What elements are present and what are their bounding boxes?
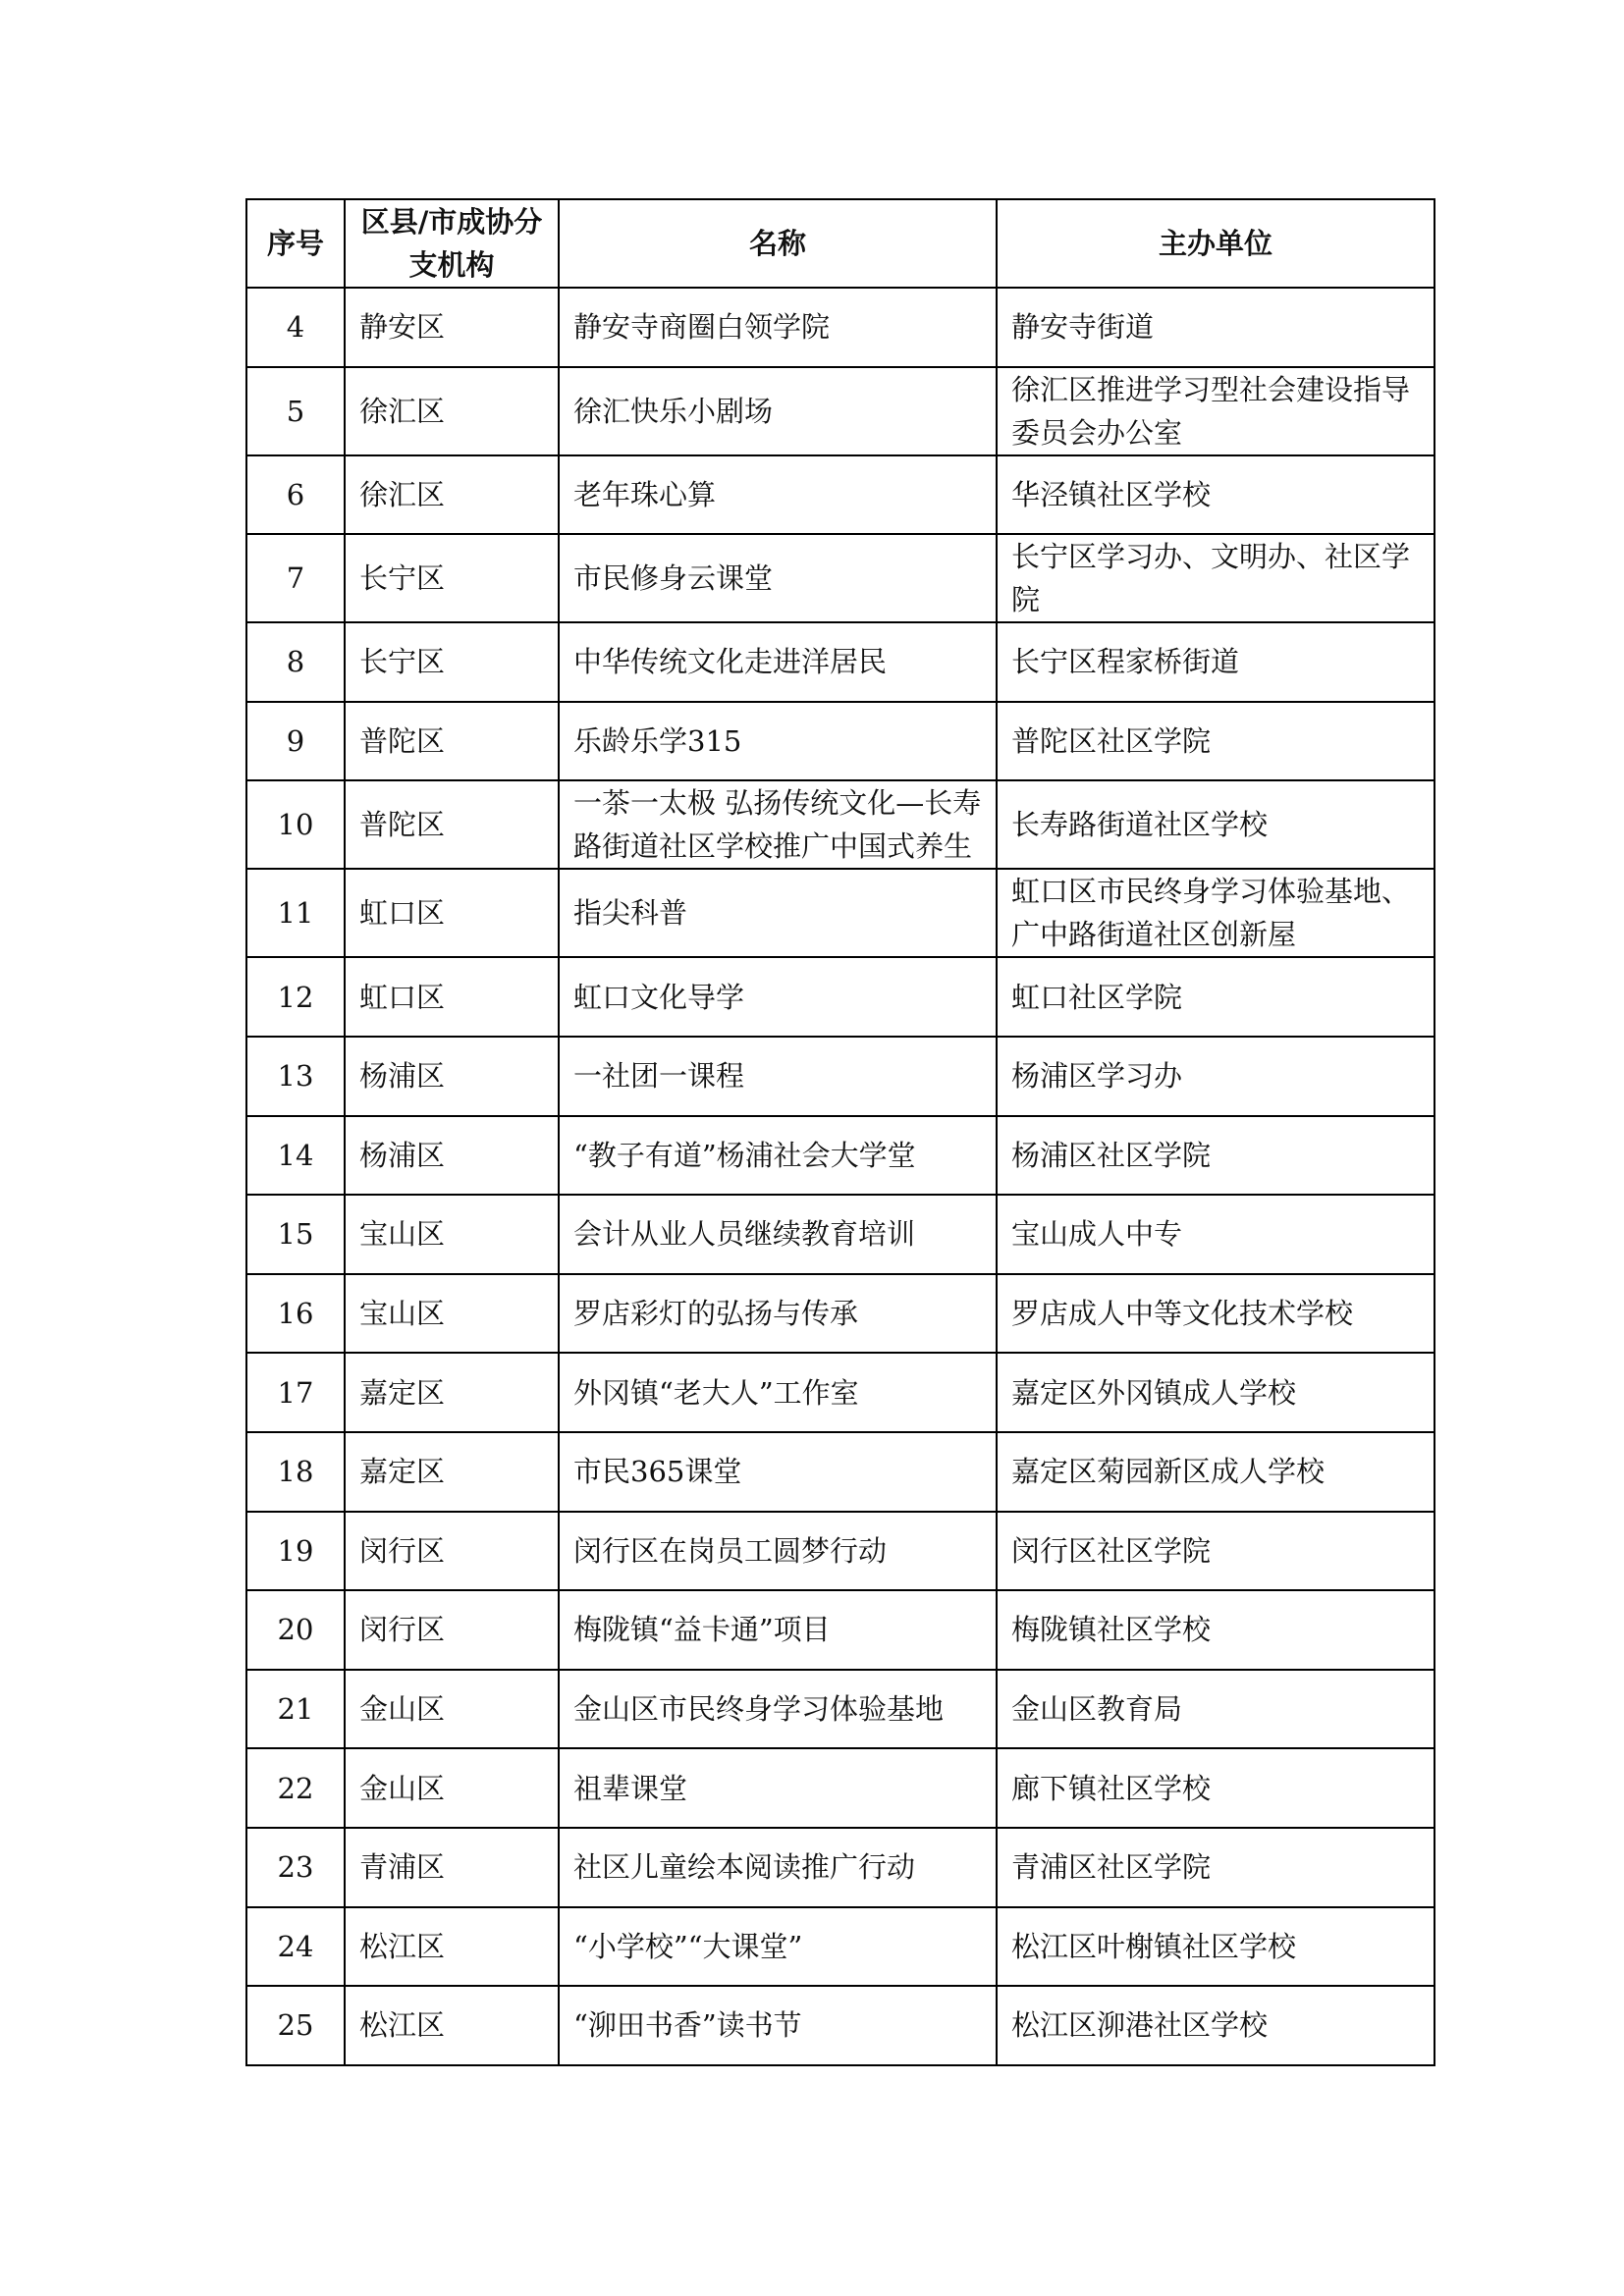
header-name: 名称: [559, 199, 997, 288]
cell-name: 中华传统文化走进洋居民: [559, 622, 997, 702]
cell-name: 外冈镇“老大人”工作室: [559, 1353, 997, 1432]
table-row: [246, 1828, 1435, 1907]
cell-name: 老年珠心算: [559, 455, 997, 535]
cell-index: 9: [246, 702, 345, 781]
cell-name: 静安寺商圈白领学院: [559, 288, 997, 367]
table-row: [246, 869, 1435, 957]
cell-index: 20: [246, 1590, 345, 1670]
cell-name: 金山区市民终身学习体验基地: [559, 1670, 997, 1749]
cell-district: 嘉定区: [345, 1353, 559, 1432]
cell-name: 祖辈课堂: [559, 1748, 997, 1828]
cell-name: “小学校”“大课堂”: [559, 1907, 997, 1987]
cell-index: 24: [246, 1907, 345, 1987]
cell-district: 嘉定区: [345, 1432, 559, 1512]
program-table: [245, 198, 1435, 2066]
table-row: [246, 1670, 1435, 1749]
cell-index: 11: [246, 869, 345, 957]
cell-name: 罗店彩灯的弘扬与传承: [559, 1274, 997, 1354]
cell-district: 普陀区: [345, 702, 559, 781]
cell-district: 静安区: [345, 288, 559, 367]
cell-organizer: 青浦区社区学院: [997, 1828, 1435, 1907]
header-index: 序号: [246, 199, 345, 288]
cell-name: 虹口文化导学: [559, 957, 997, 1037]
cell-district: 青浦区: [345, 1828, 559, 1907]
cell-district: 虹口区: [345, 869, 559, 957]
cell-organizer: 宝山成人中专: [997, 1195, 1435, 1274]
cell-name: 一社团一课程: [559, 1037, 997, 1116]
table-row: [246, 622, 1435, 702]
cell-name: 市民365课堂: [559, 1432, 997, 1512]
cell-district: 宝山区: [345, 1274, 559, 1354]
cell-index: 18: [246, 1432, 345, 1512]
cell-name: 市民修身云课堂: [559, 534, 997, 622]
cell-name: “教子有道”杨浦社会大学堂: [559, 1116, 997, 1196]
table-row: [246, 780, 1435, 869]
table-row: [246, 1748, 1435, 1828]
table-row: [246, 1512, 1435, 1591]
cell-organizer: 金山区教育局: [997, 1670, 1435, 1749]
table-row: [246, 1037, 1435, 1116]
cell-district: 杨浦区: [345, 1037, 559, 1116]
cell-organizer: 廊下镇社区学校: [997, 1748, 1435, 1828]
cell-index: 25: [246, 1986, 345, 2065]
table-row: [246, 702, 1435, 781]
cell-index: 17: [246, 1353, 345, 1432]
cell-district: 长宁区: [345, 534, 559, 622]
cell-name: 乐龄乐学315: [559, 702, 997, 781]
cell-index: 6: [246, 455, 345, 535]
cell-district: 杨浦区: [345, 1116, 559, 1196]
table-body: [246, 288, 1435, 2065]
table-row: [246, 1195, 1435, 1274]
table-row: [246, 455, 1435, 535]
table-row: [246, 957, 1435, 1037]
cell-organizer: 闵行区社区学院: [997, 1512, 1435, 1591]
cell-organizer: 梅陇镇社区学校: [997, 1590, 1435, 1670]
cell-index: 8: [246, 622, 345, 702]
cell-index: 23: [246, 1828, 345, 1907]
cell-organizer: 罗店成人中等文化技术学校: [997, 1274, 1435, 1354]
table-row: [246, 1432, 1435, 1512]
cell-index: 5: [246, 367, 345, 455]
cell-district: 虹口区: [345, 957, 559, 1037]
table-row: [246, 1986, 1435, 2065]
cell-district: 长宁区: [345, 622, 559, 702]
cell-organizer: 静安寺街道: [997, 288, 1435, 367]
cell-name: “泖田书香”读书节: [559, 1986, 997, 2065]
cell-district: 金山区: [345, 1670, 559, 1749]
cell-name: 指尖科普: [559, 869, 997, 957]
cell-index: 15: [246, 1195, 345, 1274]
cell-organizer: 长寿路街道社区学校: [997, 780, 1435, 869]
cell-district: 闵行区: [345, 1512, 559, 1591]
cell-name: 徐汇快乐小剧场: [559, 367, 997, 455]
table-header-row: [246, 199, 1435, 288]
cell-organizer: 虹口区市民终身学习体验基地、广中路街道社区创新屋: [997, 869, 1435, 957]
cell-district: 普陀区: [345, 780, 559, 869]
cell-index: 7: [246, 534, 345, 622]
cell-index: 10: [246, 780, 345, 869]
cell-organizer: 松江区叶榭镇社区学校: [997, 1907, 1435, 1987]
cell-district: 松江区: [345, 1986, 559, 2065]
header-organizer: 主办单位: [997, 199, 1435, 288]
cell-index: 16: [246, 1274, 345, 1354]
cell-name: 梅陇镇“益卡通”项目: [559, 1590, 997, 1670]
table-row: [246, 367, 1435, 455]
cell-organizer: 嘉定区外冈镇成人学校: [997, 1353, 1435, 1432]
cell-index: 22: [246, 1748, 345, 1828]
cell-organizer: 徐汇区推进学习型社会建设指导委员会办公室: [997, 367, 1435, 455]
cell-organizer: 虹口社区学院: [997, 957, 1435, 1037]
cell-district: 徐汇区: [345, 367, 559, 455]
cell-name: 一茶一太极 弘扬传统文化—长寿路街道社区学校推广中国式养生: [559, 780, 997, 869]
cell-index: 13: [246, 1037, 345, 1116]
cell-district: 闵行区: [345, 1590, 559, 1670]
cell-district: 金山区: [345, 1748, 559, 1828]
cell-organizer: 嘉定区菊园新区成人学校: [997, 1432, 1435, 1512]
cell-organizer: 松江区泖港社区学校: [997, 1986, 1435, 2065]
cell-index: 14: [246, 1116, 345, 1196]
table-row: [246, 1353, 1435, 1432]
cell-organizer: 华泾镇社区学校: [997, 455, 1435, 535]
cell-index: 12: [246, 957, 345, 1037]
cell-district: 宝山区: [345, 1195, 559, 1274]
header-district: 区县/市成协分支机构: [345, 199, 559, 288]
cell-organizer: 杨浦区学习办: [997, 1037, 1435, 1116]
cell-name: 闵行区在岗员工圆梦行动: [559, 1512, 997, 1591]
table-row: [246, 1907, 1435, 1987]
cell-index: 19: [246, 1512, 345, 1591]
cell-district: 徐汇区: [345, 455, 559, 535]
cell-organizer: 长宁区学习办、文明办、社区学院: [997, 534, 1435, 622]
table-row: [246, 1590, 1435, 1670]
cell-index: 21: [246, 1670, 345, 1749]
cell-organizer: 普陀区社区学院: [997, 702, 1435, 781]
cell-district: 松江区: [345, 1907, 559, 1987]
table-row: [246, 1274, 1435, 1354]
cell-name: 会计从业人员继续教育培训: [559, 1195, 997, 1274]
cell-organizer: 长宁区程家桥街道: [997, 622, 1435, 702]
cell-name: 社区儿童绘本阅读推广行动: [559, 1828, 997, 1907]
table-row: [246, 1116, 1435, 1196]
table-row: [246, 288, 1435, 367]
cell-index: 4: [246, 288, 345, 367]
table-row: [246, 534, 1435, 622]
cell-organizer: 杨浦区社区学院: [997, 1116, 1435, 1196]
